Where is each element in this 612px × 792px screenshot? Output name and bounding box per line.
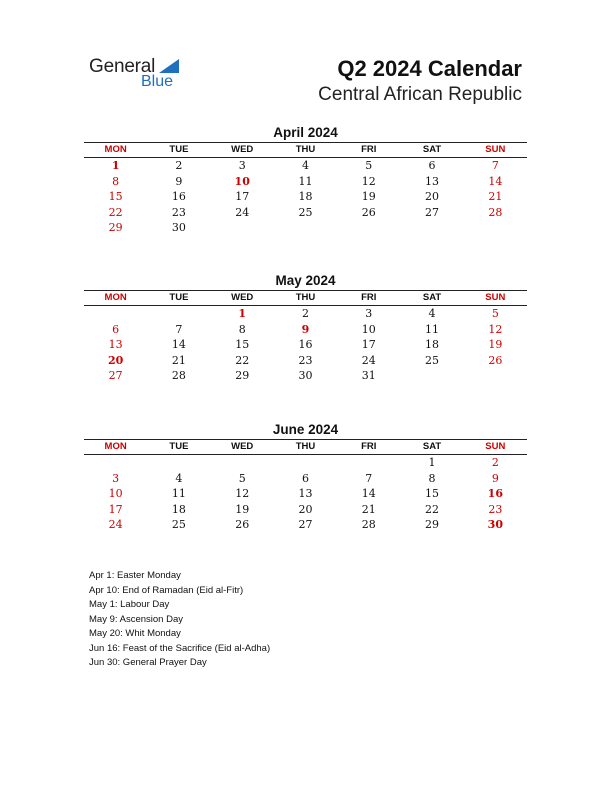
empty-day-cell (400, 368, 463, 384)
weekday-label: SUN (485, 441, 506, 452)
day-cell: 20 (298, 502, 313, 516)
page-subtitle: Central African Republic (318, 84, 522, 105)
day-cell: 9 (301, 322, 310, 336)
day-cell: 24 (108, 518, 123, 532)
day-cell: 19 (361, 190, 376, 204)
day-cell: 18 (171, 502, 186, 516)
week-row (84, 189, 527, 205)
week-row (84, 471, 527, 487)
weekday-header (84, 143, 527, 157)
day-cell: 16 (298, 338, 313, 352)
day-cell: 18 (298, 190, 313, 204)
week-row (84, 322, 527, 338)
day-cell: 14 (488, 174, 503, 188)
day-cell: 6 (112, 322, 120, 336)
weekday-label: WED (231, 441, 254, 452)
empty-day-cell (147, 306, 210, 322)
day-cell: 30 (298, 369, 313, 383)
week-row (84, 158, 527, 174)
empty-day-cell (464, 368, 527, 384)
day-cell: 19 (488, 338, 503, 352)
day-cell: 3 (112, 471, 120, 485)
weekday-header (84, 291, 527, 305)
day-cell: 8 (428, 471, 436, 485)
weekday-label: FRI (361, 292, 377, 303)
day-cell: 28 (488, 205, 503, 219)
week-row (84, 502, 527, 518)
weekday-label: WED (231, 144, 254, 155)
empty-day-cell (211, 455, 274, 471)
week-row (84, 353, 527, 369)
day-cell: 24 (235, 205, 250, 219)
empty-day-cell (464, 220, 527, 236)
day-cell: 10 (108, 487, 123, 501)
week-row (84, 455, 527, 471)
weekday-header (84, 440, 527, 454)
day-cell: 28 (171, 369, 186, 383)
empty-day-cell (274, 455, 337, 471)
weekday-label: MON (104, 441, 127, 452)
day-cell: 29 (108, 221, 123, 235)
day-cell: 11 (425, 322, 440, 336)
day-cell: 30 (487, 518, 503, 532)
day-cell: 21 (171, 353, 186, 367)
day-cell: 28 (361, 518, 376, 532)
day-cell: 10 (361, 322, 376, 336)
day-cell: 8 (238, 322, 246, 336)
week-row (84, 517, 527, 533)
week-row (84, 337, 527, 353)
week-row (84, 174, 527, 190)
empty-day-cell (400, 220, 463, 236)
day-cell: 4 (428, 307, 436, 320)
day-cell: 19 (235, 502, 250, 516)
day-cell: 25 (171, 518, 186, 532)
day-cell: 2 (175, 159, 183, 172)
empty-day-cell (211, 220, 274, 236)
holiday-note: Jun 30: General Prayer Day (89, 657, 207, 668)
day-cell: 24 (361, 353, 376, 367)
generalblue-logo (89, 56, 199, 96)
day-cell: 17 (361, 338, 376, 352)
weekday-label: SAT (422, 144, 442, 155)
weekday-label: FRI (361, 144, 377, 155)
day-cell: 7 (365, 471, 373, 485)
day-cell: 11 (171, 487, 186, 501)
day-cell: 17 (108, 502, 123, 516)
day-cell: 18 (425, 338, 440, 352)
weekday-label: FRI (361, 441, 377, 452)
logo-blue-text: Blue (141, 73, 174, 90)
day-cell: 6 (428, 159, 436, 172)
day-cell: 9 (491, 471, 499, 485)
holiday-note: Apr 10: End of Ramadan (Eid al-Fitr) (89, 584, 244, 596)
day-cell: 17 (235, 190, 250, 204)
day-cell: 13 (108, 338, 123, 352)
day-cell: 29 (425, 518, 440, 532)
week-row (84, 368, 527, 384)
weekday-label: SUN (485, 292, 506, 303)
week-row (84, 486, 527, 502)
day-cell: 13 (298, 487, 313, 501)
day-cell: 23 (298, 353, 313, 367)
holiday-note: May 1: Labour Day (89, 599, 170, 610)
day-cell: 4 (301, 159, 309, 172)
day-cell: 15 (235, 338, 250, 352)
month-april (84, 124, 527, 236)
weekday-label: THU (295, 144, 316, 155)
holiday-note: May 9: Ascension Day (89, 613, 183, 625)
day-cell: 27 (108, 369, 123, 383)
day-cell: 26 (361, 205, 376, 219)
day-cell: 5 (365, 159, 373, 172)
month-title: May 2024 (275, 273, 336, 288)
holiday-notes (89, 569, 270, 671)
page-title: Q2 2024 Calendar (337, 56, 522, 81)
empty-day-cell (147, 455, 210, 471)
day-cell: 15 (108, 190, 123, 204)
day-cell: 9 (175, 174, 183, 188)
day-cell: 20 (425, 190, 440, 204)
week-row (84, 220, 527, 236)
month-title: June 2024 (272, 422, 339, 437)
empty-day-cell (337, 455, 400, 471)
day-cell: 15 (425, 487, 440, 501)
day-cell: 26 (488, 353, 503, 367)
day-cell: 12 (488, 322, 503, 336)
logo-general-text: General (89, 56, 156, 77)
day-cell: 14 (171, 338, 186, 352)
day-cell: 22 (108, 205, 123, 219)
day-cell: 25 (425, 353, 440, 367)
weekday-label: SUN (485, 144, 506, 155)
holiday-note: Apr 1: Easter Monday (89, 570, 181, 581)
weekday-label: SAT (422, 441, 442, 452)
day-cell: 1 (428, 456, 436, 469)
month-may (84, 272, 527, 384)
day-cell: 6 (301, 471, 309, 485)
day-cell: 20 (107, 353, 124, 367)
logo-triangle-icon (159, 59, 179, 73)
weekday-label: TUE (169, 144, 189, 155)
month-june (84, 421, 527, 533)
day-cell: 1 (238, 307, 247, 320)
weekday-label: TUE (169, 292, 189, 303)
day-cell: 2 (301, 307, 309, 320)
day-cell: 23 (171, 205, 186, 219)
weekday-label: SAT (422, 292, 442, 303)
weekday-label: MON (104, 144, 127, 155)
day-cell: 26 (235, 518, 250, 532)
day-cell: 27 (425, 205, 440, 219)
day-cell: 22 (425, 502, 440, 516)
day-cell: 7 (491, 159, 499, 172)
weekday-label: WED (231, 292, 254, 303)
day-cell: 3 (365, 307, 373, 320)
day-cell: 16 (171, 190, 186, 204)
empty-day-cell (84, 455, 147, 471)
day-cell: 12 (361, 174, 376, 188)
day-cell: 31 (361, 369, 376, 383)
day-cell: 8 (112, 174, 120, 188)
day-cell: 25 (298, 205, 313, 219)
day-cell: 27 (298, 518, 313, 532)
day-cell: 22 (235, 353, 250, 367)
weekday-label: THU (295, 292, 316, 303)
empty-day-cell (274, 220, 337, 236)
day-cell: 21 (488, 190, 503, 204)
day-cell: 11 (298, 174, 313, 188)
day-cell: 12 (235, 487, 250, 501)
day-cell: 7 (175, 322, 183, 336)
day-cell: 23 (488, 502, 503, 516)
weekday-label: THU (295, 441, 316, 452)
day-cell: 30 (171, 221, 186, 235)
empty-day-cell (84, 306, 147, 322)
day-cell: 3 (238, 159, 246, 172)
month-title: April 2024 (273, 125, 338, 140)
weekday-label: TUE (169, 441, 189, 452)
week-row (84, 306, 527, 322)
empty-day-cell (337, 220, 400, 236)
day-cell: 13 (425, 174, 440, 188)
week-row (84, 205, 527, 221)
day-cell: 29 (235, 369, 250, 383)
holiday-note: May 20: Whit Monday (89, 628, 181, 639)
holiday-note: Jun 16: Feast of the Sacrifice (Eid al-Adha) (89, 642, 271, 654)
day-cell: 4 (175, 471, 183, 485)
day-cell: 10 (234, 174, 250, 188)
weekday-label: MON (104, 292, 127, 303)
day-cell: 14 (361, 487, 376, 501)
day-cell: 16 (487, 487, 503, 501)
day-cell: 1 (111, 159, 120, 172)
day-cell: 21 (361, 502, 376, 516)
day-cell: 2 (491, 456, 499, 469)
day-cell: 5 (491, 307, 499, 320)
day-cell: 5 (238, 471, 246, 485)
